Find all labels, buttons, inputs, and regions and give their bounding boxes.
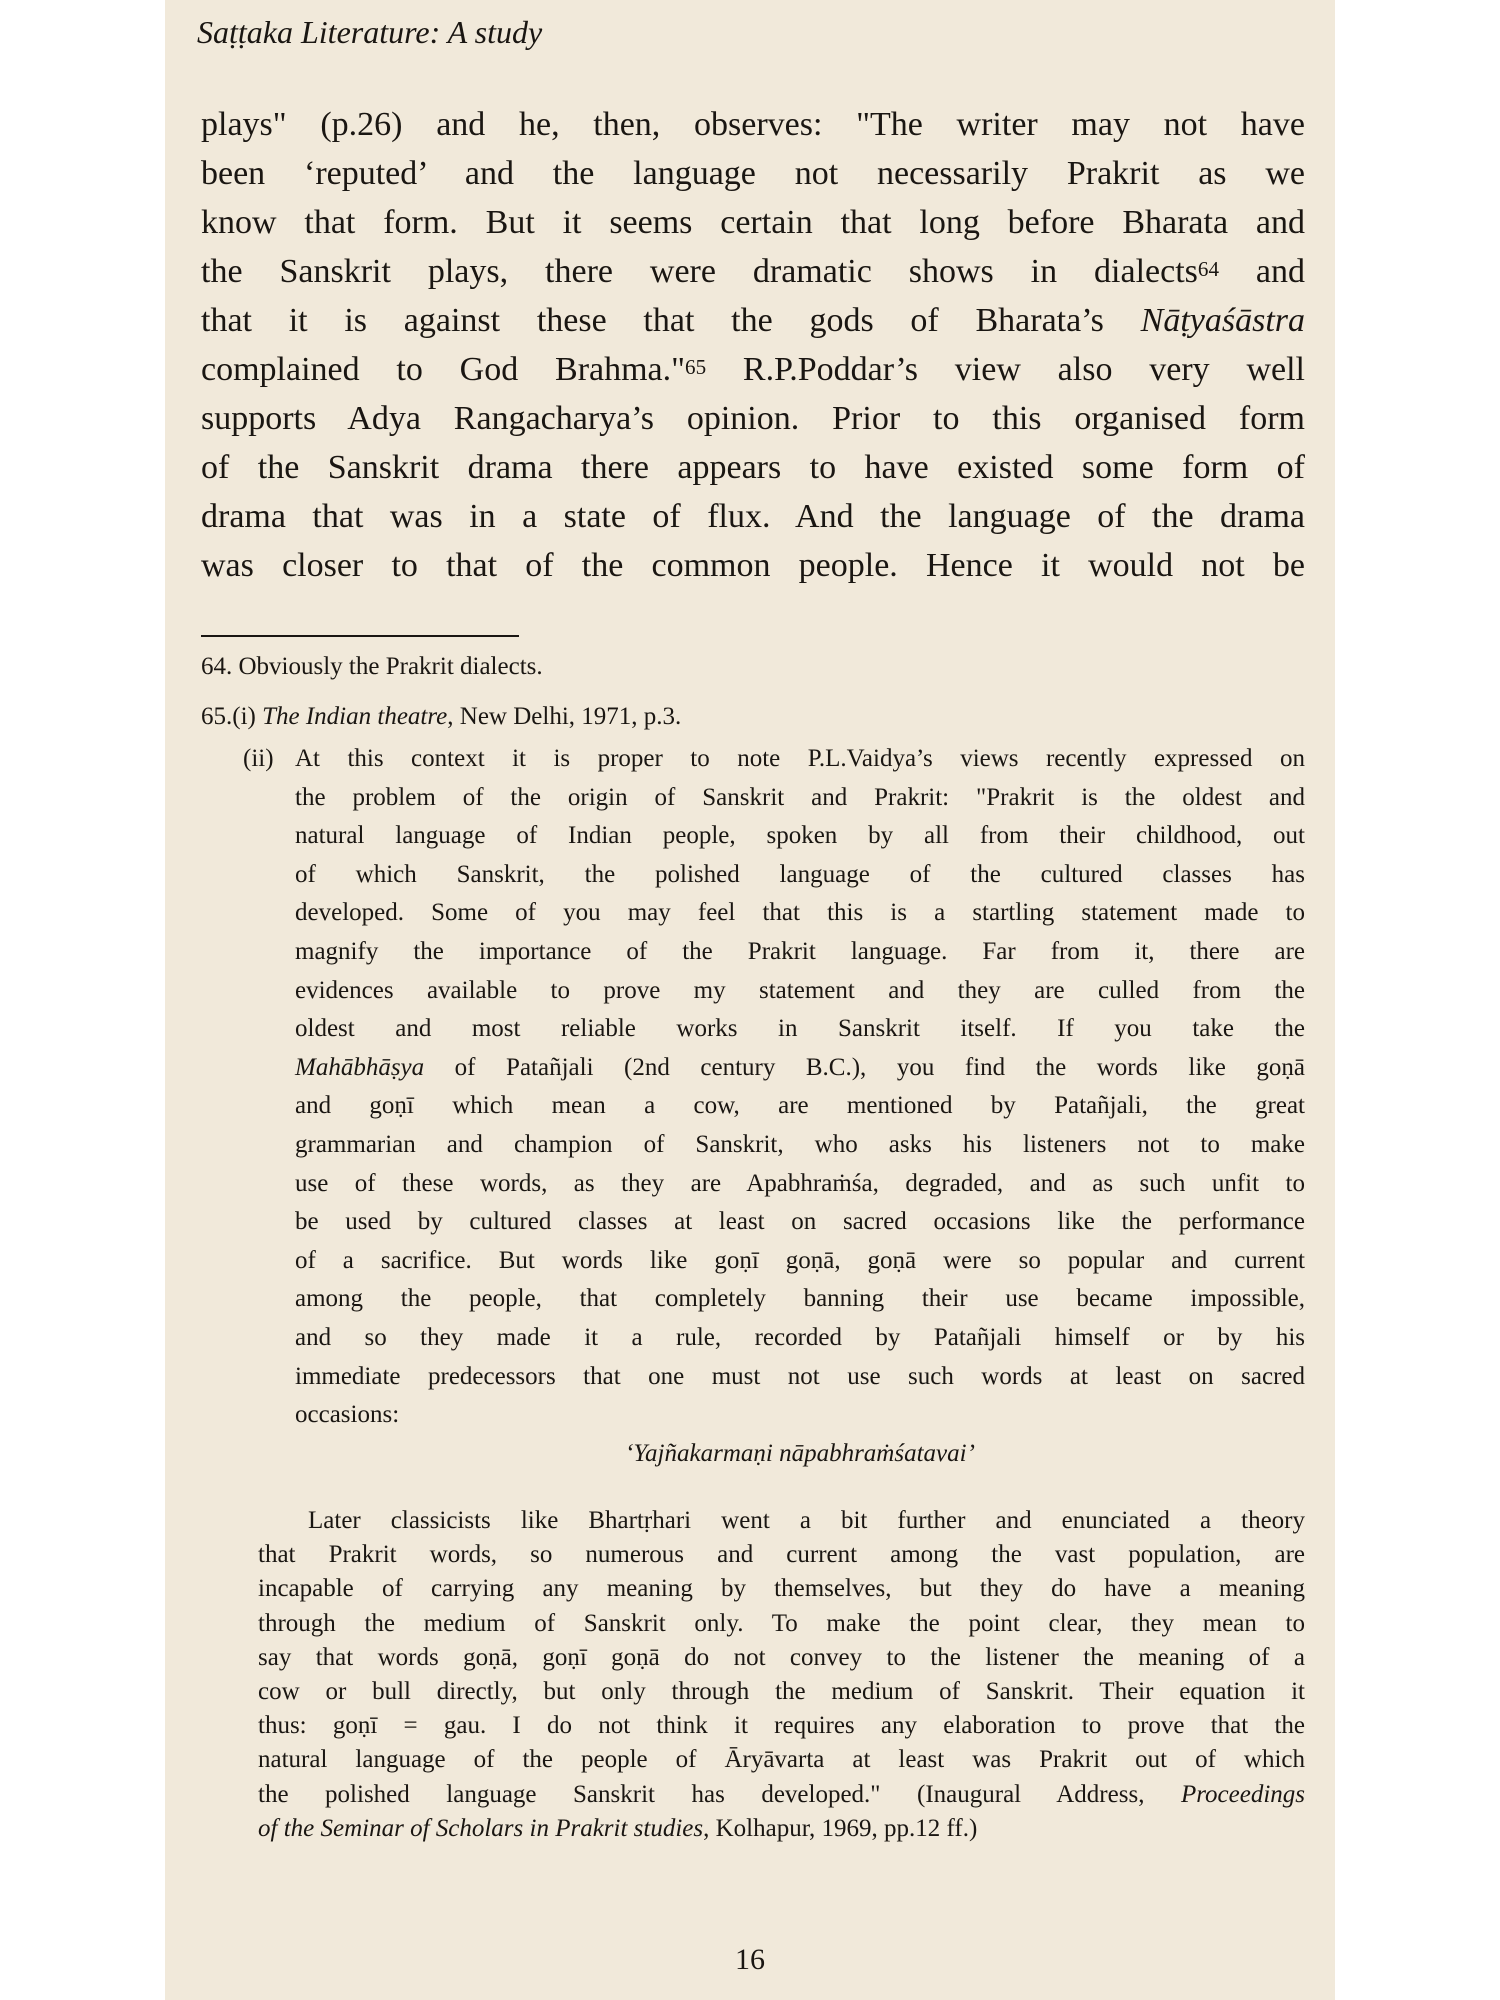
footnote-line: At this context it is proper to note P.L.Vaidya’s views recently expressed on bbox=[295, 745, 1305, 772]
body-line-text: complained to God Brahma." bbox=[201, 351, 686, 388]
footnote-64: 64. Obviously the Prakrit dialects. bbox=[201, 653, 543, 680]
book-page bbox=[165, 0, 1335, 2000]
footnote-line: immediate predecessors that one must not use such words at least on sacred bbox=[295, 1362, 1305, 1390]
footnote-ref-65: 65 bbox=[685, 354, 707, 379]
footnote-line: among the people, that completely banning their use became impossible, bbox=[295, 1285, 1305, 1313]
footnote-line: use of these words, as they are Apabhraṁśa, degraded, and as such unfit to bbox=[295, 1169, 1305, 1197]
body-line: of the Sanskrit drama there appears to have existed some form of bbox=[201, 449, 1305, 486]
footnote-line-citation-end bbox=[258, 1812, 1305, 1846]
body-line-text: that it is against these that the gods of Bharata’s bbox=[201, 302, 1104, 339]
footnote-line: natural language of Indian people, spoken by all from their childhood, out bbox=[295, 822, 1305, 850]
footnote-ref-64: 64 bbox=[1197, 256, 1219, 281]
body-paragraph bbox=[201, 100, 1305, 590]
footnote-line: be used by cultured classes at least on sacred occasions like the performance bbox=[295, 1208, 1305, 1236]
body-line: been ‘reputed’ and the language not necessarily Prakrit as we bbox=[201, 155, 1305, 192]
footnote-line: of which Sanskrit, the polished language of the cultured classes has bbox=[295, 860, 1305, 888]
work-title-indian-theatre: The Indian theatre bbox=[262, 703, 448, 730]
footnote-65-ii-para2 bbox=[258, 1504, 1305, 1846]
footnote-line: and so they made it a rule, recorded by Patañjali himself or by his bbox=[295, 1323, 1305, 1351]
footnote-line: the problem of the origin of Sanskrit and Prakrit: "Prakrit is the oldest and bbox=[295, 783, 1305, 811]
footnote-label: 65.(i) bbox=[201, 703, 263, 730]
footnote-line: grammarian and champion of Sanskrit, who asks his listeners not to make bbox=[295, 1130, 1305, 1158]
footnote-line: magnify the importance of the Prakrit language. Far from it, there are bbox=[295, 937, 1305, 965]
footnote-line: that Prakrit words, so numerous and current among the vast population, are bbox=[258, 1541, 1305, 1569]
footnote-line: natural language of the people of Āryāvarta at least was Prakrit out of which bbox=[258, 1746, 1305, 1774]
footnote-text: , New Delhi, 1971, p.3. bbox=[447, 703, 682, 730]
body-line: drama that was in a state of flux. And the language of the drama bbox=[201, 498, 1305, 535]
footnote-line-mahabhasya bbox=[295, 1049, 1305, 1088]
footnote-line: developed. Some of you may feel that this is a startling statement made to bbox=[295, 899, 1305, 927]
footnote-text: the polished language Sanskrit has developed." (Inaugural Address, bbox=[258, 1780, 1181, 1808]
footnote-line: through the medium of Sanskrit only. To make the point clear, they mean to bbox=[258, 1609, 1305, 1637]
page-number: 16 bbox=[735, 1943, 765, 1976]
body-line-tail: R.P.Poddar’s view also very well bbox=[706, 351, 1306, 388]
work-title-seminar: of the Seminar of Scholars in Prakrit studies bbox=[258, 1814, 704, 1842]
footnote-line: occasions: bbox=[295, 1401, 400, 1429]
footnote-divider bbox=[201, 635, 519, 637]
sanskrit-verse: ‘Yajñakarmaṇi nāpabhraṁśatavai’ bbox=[625, 1439, 975, 1467]
body-line: plays" (p.26) and he, then, observes: "The writer may not have bbox=[201, 106, 1305, 143]
footnote-line: cow or bull directly, but only through the medium of Sanskrit. Their equation it bbox=[258, 1677, 1305, 1705]
footnote-line: say that words goṇā, goṇī goṇā do not convey to the listener the meaning of a bbox=[258, 1643, 1305, 1671]
footnote-line: of a sacrifice. But words like goṇī goṇā, goṇā were so popular and current bbox=[295, 1246, 1305, 1274]
body-line-with-note-65 bbox=[201, 345, 1305, 394]
body-line-with-note-64 bbox=[201, 247, 1305, 296]
footnote-65-ii-label: (ii) bbox=[243, 745, 274, 772]
body-line-with-title bbox=[201, 296, 1305, 345]
footnote-line: thus: goṇī = gau. I do not think it requires any elaboration to prove that the bbox=[258, 1712, 1305, 1740]
work-title-proceedings: Proceedings bbox=[1180, 1780, 1305, 1808]
footnote-65-i bbox=[201, 698, 681, 736]
body-line-text: the Sanskrit plays, there were dramatic shows in dialects bbox=[201, 253, 1198, 290]
body-line-tail: and bbox=[1218, 253, 1306, 290]
work-title-natyasastra: Nāṭyaśāstra bbox=[1140, 302, 1305, 339]
footnote-line: oldest and most reliable works in Sanskrit itself. If you take the bbox=[295, 1015, 1305, 1043]
work-title-mahabhasya: Mahābhāṣya bbox=[295, 1053, 425, 1081]
footnote-65-ii bbox=[295, 740, 1305, 1473]
footnote-line: and goṇī which mean a cow, are mentioned by Patañjali, the great bbox=[295, 1092, 1305, 1120]
footnote-text: , Kolhapur, 1969, pp.12 ff.) bbox=[703, 1814, 978, 1842]
body-line: supports Adya Rangacharya’s opinion. Prior to this organised form bbox=[201, 400, 1305, 437]
body-line: was closer to that of the common people. Hence it would not be bbox=[201, 547, 1305, 584]
footnote-text: of Patañjali (2nd century B.C.), you find the words like goṇā bbox=[424, 1053, 1305, 1081]
footnote-line: incapable of carrying any meaning by themselves, but they do have a meaning bbox=[258, 1575, 1305, 1603]
running-header: Saṭṭaka Literature: A study bbox=[197, 14, 543, 50]
body-line: know that form. But it seems certain that long before Bharata and bbox=[201, 204, 1305, 241]
footnote-line: Later classicists like Bhartṛhari went a bit further and enunciated a theory bbox=[308, 1507, 1305, 1534]
footnote-line-citation bbox=[258, 1778, 1305, 1812]
footnote-line: evidences available to prove my statement and they are culled from the bbox=[295, 976, 1305, 1004]
